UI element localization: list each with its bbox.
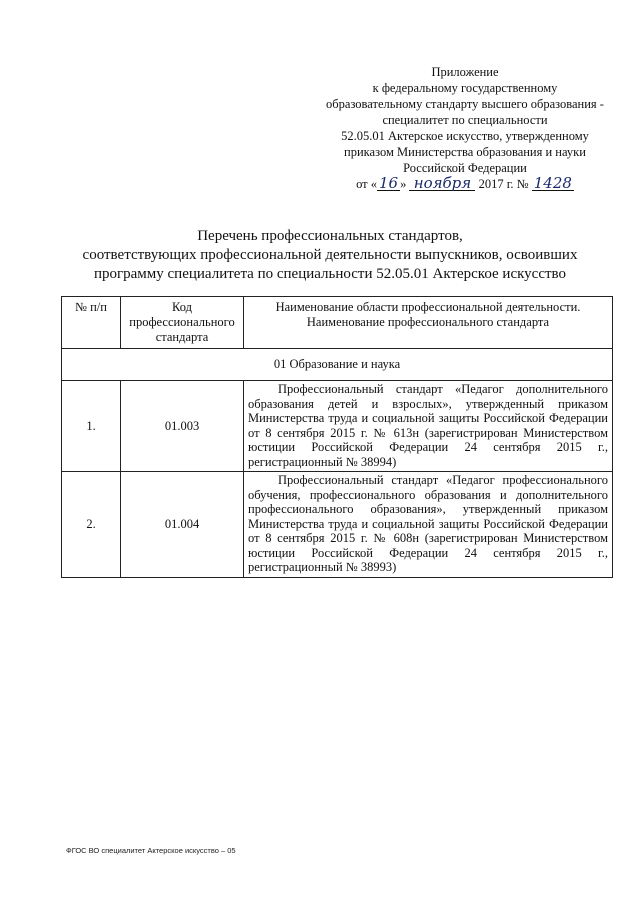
row-code: 01.003: [121, 381, 244, 472]
row-code: 01.004: [121, 472, 244, 578]
appendix-line: 52.05.01 Актерское искусство, утвержденному: [341, 129, 589, 143]
table-row: [62, 472, 613, 578]
row-description-text: Профессиональный стандарт «Педагог дополнительного образования детей и взрослых», утвержденный приказом Министерства труда и социальной защиты Российской Федерации от 8 сентября 2015 г. № 613н (зарегистрирован Министерством юстиции Российской Федерации 24 сентября 2015 г., регистрационный № 38994): [248, 382, 608, 469]
appendix-line: Российской Федерации: [403, 161, 527, 175]
appendix-line: образовательному стандарту высшего образования -: [326, 97, 604, 111]
standards-table: [61, 296, 613, 578]
header-name-line: Наименование области профессиональной деятельности.: [275, 300, 581, 314]
handwritten-month: ноября: [409, 177, 475, 191]
title-line: программу специалитета по специальности 52.05.01 Актерское искусство: [93, 266, 567, 282]
appendix-date-line: [300, 176, 630, 192]
appendix-line: специалитет по специальности: [382, 113, 548, 127]
row-description: [244, 472, 613, 578]
date-year: 2017 г. №: [478, 177, 529, 191]
title-line: Перечень профессиональных стандартов,: [197, 228, 463, 244]
table-header-row: [62, 297, 613, 349]
appendix-block: [300, 64, 630, 192]
header-name-line: Наименование профессионального стандарта: [306, 315, 550, 329]
document-title: [60, 227, 600, 284]
date-mid: »: [400, 177, 407, 191]
row-description: [244, 381, 613, 472]
header-num: № п/п: [62, 297, 121, 349]
title-line: соответствующих профессиональной деятельности выпускников, освоивших: [82, 247, 578, 263]
handwritten-day: 16: [379, 174, 399, 192]
row-description-text: Профессиональный стандарт «Педагог профессионального обучения, профессионального образования и дополнительного профессионального образования», утвержденный приказом Министерства труда и социальной защиты Российской Федерации от 8 сентября 2015 г. № 608н (зарегистрирован Министерством юстиции Российской Федерации 24 сентября 2015 г., регистрационный № 38993): [248, 473, 608, 574]
table-row: [62, 381, 613, 472]
handwritten-order-number: 1428: [533, 174, 572, 192]
row-num: 2.: [62, 472, 121, 578]
appendix-heading: Приложение: [431, 65, 499, 79]
date-prefix: от «: [356, 177, 377, 191]
appendix-line: к федеральному государственному: [372, 81, 558, 95]
header-name: [244, 297, 613, 349]
header-code: Код профессионального стандарта: [121, 297, 244, 349]
page-footer: ФГОС ВО специалитет Актерское искусство – 05: [66, 846, 236, 855]
appendix-line: приказом Министерства образования и науки: [344, 145, 586, 159]
section-row: [62, 349, 613, 381]
row-num: 1.: [62, 381, 121, 472]
section-title: 01 Образование и наука: [62, 349, 613, 381]
